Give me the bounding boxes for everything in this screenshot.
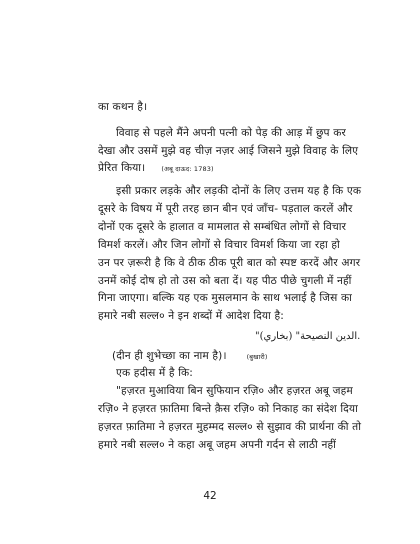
citation-bukhari: (बुखारी)	[246, 353, 268, 361]
text-line-1: का कथन है।	[98, 101, 148, 113]
text-line-7: दोनों एक दूसरे के हालात व मामलात से सम्बंधित लोगों से विचार	[98, 221, 347, 233]
page-number: 42	[203, 490, 217, 502]
text-line-17: हज़रत फ़ातिमा ने हज़रत मुहम्मद सल्ल० से सुझाव की प्रार्थना की तो	[98, 421, 362, 433]
text-line-13	[112, 349, 268, 364]
text-line-6: दूसरे के विषय में पूरी तरह छान बीन एवं जाँच- पड़ताल करलें और	[98, 203, 353, 215]
text-line-14: एक हदीस में है कि:	[116, 367, 193, 379]
text-line-11: गिना जाएगा। बल्कि यह एक मुसलमान के साथ भलाई है जिस का	[98, 292, 353, 304]
text-line-4-body: प्रेरित किया।	[98, 162, 146, 174]
text-line-12: हमारे नबी सल्ल० ने इन शब्दों में आदेश दिया है:	[98, 310, 284, 322]
text-line-13-body: (दीन ही शुभेच्छा का नाम है)।	[112, 350, 227, 362]
text-line-15: "हज़रत मुआविया बिन सुफियान रज़ि० और हज़रत अबू जहम	[116, 385, 353, 397]
text-line-16: रज़ि० ने हज़रत फ़ातिमा बिन्ते क़ैस रज़ि० को निकाह का संदेश दिया	[98, 403, 358, 415]
text-line-3: देखा और उसमें मुझे वह चीज़ नज़र आई जिसने मुझे विवाह के लिए	[98, 145, 359, 157]
text-line-9: उन पर ज़रूरी है कि वे ठीक ठीक पूरी बात को स्पष्ट करदें और अगर	[98, 257, 361, 269]
text-line-8: विमर्श करलें। और जिन लोगों से विचार विमर्श किया जा रहा हो	[98, 239, 340, 251]
text-line-18: हमारे नबी सल्ल० ने कहा अबू जहम अपनी गर्दन से लाठी नहीं	[98, 439, 337, 451]
text-line-10: उनमें कोई दोष हो तो उस को बता दें। यह पीठ पीछे चुगली में नहीं	[98, 275, 352, 287]
text-line-2: विवाह से पहले मैंने अपनी पत्नी को पेड़ की आड़ में छुप कर	[116, 127, 347, 139]
text-line-5: इसी प्रकार लड़के और लड़की दोनों के लिए उत्तम यह है कि एक	[116, 185, 362, 197]
arabic-quote: "الدين النصيحة" (بخاري).	[255, 331, 361, 342]
text-line-4	[98, 161, 214, 176]
citation-abu-dawud: (अबू दाऊद: 1783)	[161, 165, 214, 173]
